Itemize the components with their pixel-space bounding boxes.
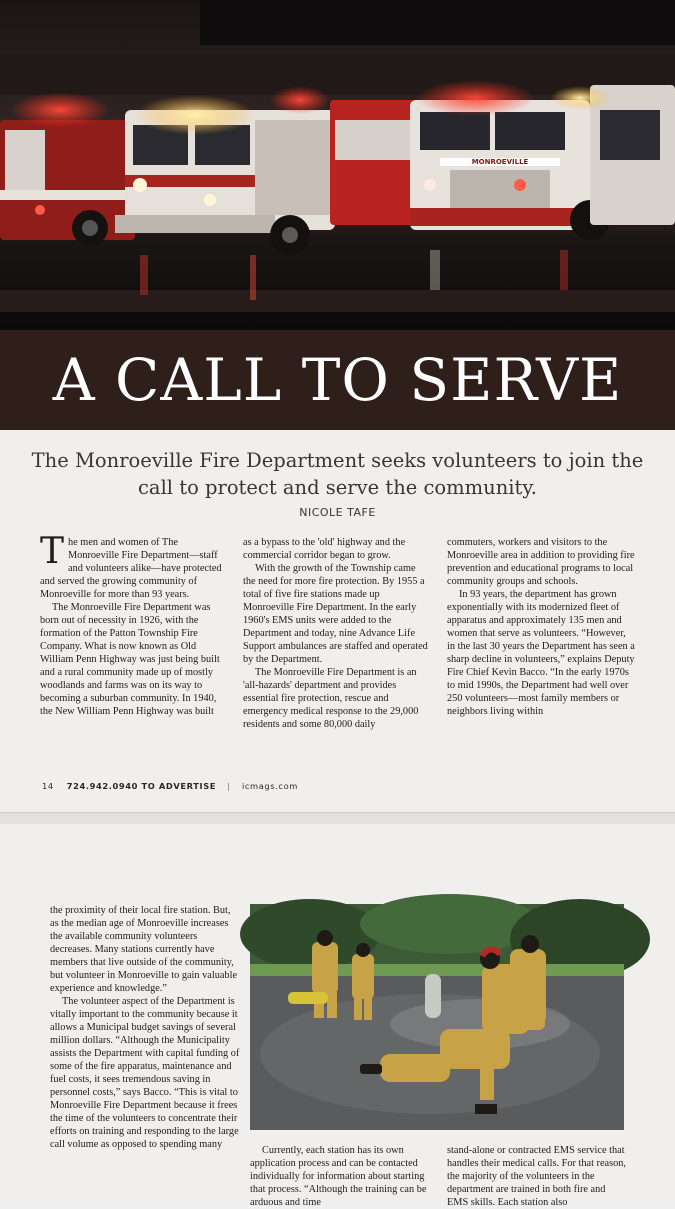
website-link[interactable]: icmags.com [241, 781, 298, 791]
page-footer [42, 781, 298, 791]
article-column-1 [50, 904, 240, 1200]
paragraph: In 93 years, the department has grown exponentially with its modernized fleet of apparatus and approximately 135 men and women that serve as volunteers. “However, in the last 30 years the Department has seen a sharp decline in volunteers,” explains Deputy Fire Chief Kevin Bacco. “In the early 1970s to mid 1990s, the Department had well over 250 volunteers—most family members or neighbors living within [447, 589, 635, 717]
paragraph: With the growth of the Township came the need for more fire protection. By 1955 a total of five fire stations made up Monroeville Fire Department. In the early 1960's EMS units were added to the Department and today, nine Advance Life Support ambulances are staffed and operated by the Department. [243, 563, 428, 665]
footer-separator: | [227, 781, 231, 791]
article-column-3 [447, 536, 635, 734]
article-column-2 [243, 536, 429, 734]
hero-photo [0, 0, 675, 330]
headline-banner [0, 330, 675, 430]
paragraph [40, 531, 230, 601]
paragraph: Currently, each station has its own application process and can be contacted individually for information about starting that process. “Although the training can be arduous and time [250, 1145, 427, 1208]
paragraph-text: he men and women of The Monroeville Fire Department—staff and volunteers alike—have protected and served the growing community of Monroeville for more than 93 years. [40, 537, 222, 600]
article-column-2 [250, 1144, 430, 1208]
byline: NICOLE TAFE [299, 506, 376, 519]
page-gap [0, 812, 675, 824]
page-divider [0, 812, 675, 813]
magazine-page-15 [0, 824, 675, 1208]
headline: A CALL TO SERVE [52, 346, 623, 414]
fire-trucks-illustration [0, 0, 675, 330]
paragraph: the proximity of their local fire station. But, as the median age of Monroeville increases the available community volunteers decreases. Many stations currently have members that live outside of the community, but volunteer in Monroeville to gain valuable experience and knowledge.” [50, 905, 238, 994]
advertise-phone: 724.942.0940 TO ADVERTISE [66, 781, 217, 791]
paragraph: The Monroeville Fire Department is an 'all-hazards' department and provides essential fire protection, rescue and emergency medical response to the 29,000 residents and some 80,000 daily [243, 667, 419, 730]
truck-label: MONROEVILLE [471, 158, 529, 166]
page-number: 14 [42, 781, 54, 791]
paragraph: commuters, workers and visitors to the Monroeville area in addition to providing fire prevention and educational programs to local community groups and schools. [447, 537, 635, 587]
firefighter-training-photo [250, 904, 624, 1130]
paragraph: stand-alone or contracted EMS service that handles their medical calls. For that reason, the majority of the volunteers in the department are trained in both fire and EMS skills. Each station also [447, 1145, 626, 1208]
firefighters-illustration [250, 904, 624, 1130]
drop-cap: T [40, 531, 65, 572]
article-column-1 [40, 531, 230, 734]
article-deck: The Monroeville Fire Department seeks volunteers to join the call to protect and serve the community. [31, 449, 644, 499]
paragraph: as a bypass to the 'old' highway and the commercial corridor began to grow. [243, 537, 406, 561]
paragraph: The Monroeville Fire Department was born out of necessity in 1926, with the formation of the Patton Township Fire Company. What is now known as Old William Penn Highway was just being built and a rural community made up of mostly woodlands and farms was on its way to becoming a suburban community. In 1940, the New William Penn Highway was built [40, 602, 220, 717]
paragraph: The volunteer aspect of the Department is vitally important to the community because it allows a Municipal budget savings of several million dollars. “Although the Municipality assists the Department with capital funding of some of the fire apparatus, maintenance and fuel costs, it sees tremendous saving in personnel costs,” says Bacco. “This is vital to Monroeville Fire Department because it frees the time of the volunteers to concentrate their efforts on training and responding to the large call volume as opposed to spending many [50, 996, 240, 1150]
article-column-3 [447, 1144, 627, 1208]
